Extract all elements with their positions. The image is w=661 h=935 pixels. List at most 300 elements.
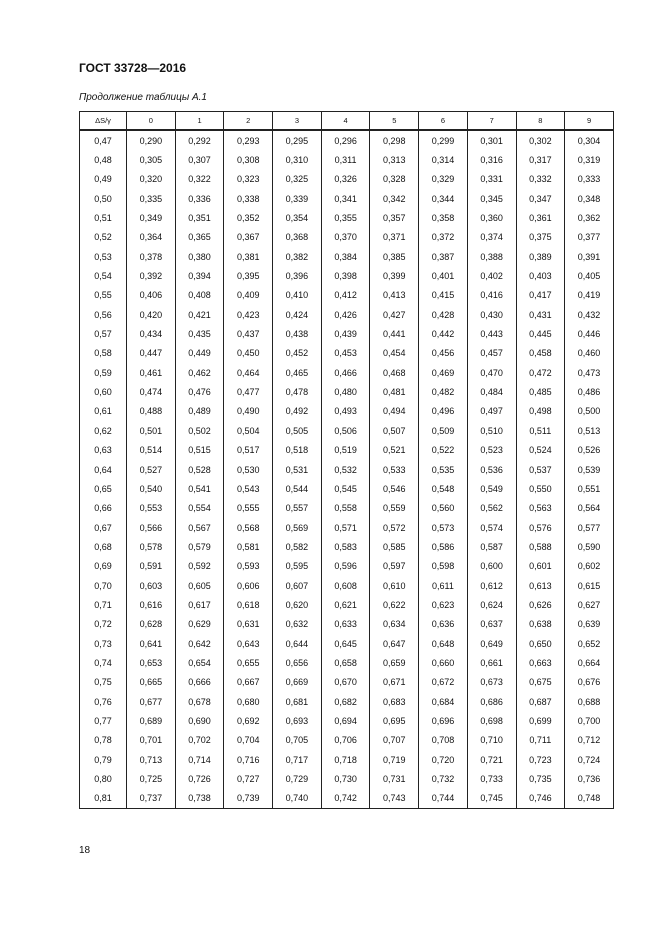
- table-cell: 0,349: [127, 208, 176, 227]
- table-row: [80, 576, 614, 595]
- page-number: 18: [79, 845, 91, 856]
- table-cell: 0,354: [273, 208, 322, 227]
- table-cell: 0,641: [127, 634, 176, 653]
- row-label-cell: 0,55: [80, 286, 127, 305]
- table-cell: 0,593: [224, 557, 273, 576]
- table-cell: 0,543: [224, 479, 273, 498]
- table-cell: 0,513: [565, 421, 614, 440]
- table-cell: 0,548: [419, 479, 468, 498]
- table-cell: 0,596: [321, 557, 370, 576]
- table-cell: 0,362: [565, 208, 614, 227]
- table-row: [80, 344, 614, 363]
- table-cell: 0,401: [419, 266, 468, 285]
- table-cell: 0,588: [516, 537, 565, 556]
- table-cell: 0,591: [127, 557, 176, 576]
- table-cell: 0,576: [516, 518, 565, 537]
- table-cell: 0,398: [321, 266, 370, 285]
- table-cell: 0,717: [273, 750, 322, 769]
- row-label-cell: 0,49: [80, 170, 127, 189]
- table-caption: Продолжение таблицы А.1: [79, 92, 207, 103]
- table-cell: 0,739: [224, 789, 273, 809]
- table-cell: 0,420: [127, 305, 176, 324]
- table-cell: 0,472: [516, 363, 565, 382]
- table-cell: 0,456: [419, 344, 468, 363]
- table-row: [80, 228, 614, 247]
- table-cell: 0,610: [370, 576, 419, 595]
- column-header-1: 1: [175, 112, 224, 131]
- table-cell: 0,506: [321, 421, 370, 440]
- table-row: [80, 615, 614, 634]
- table-cell: 0,447: [127, 344, 176, 363]
- table-cell: 0,464: [224, 363, 273, 382]
- table-row: [80, 363, 614, 382]
- table-cell: 0,574: [467, 518, 516, 537]
- table-cell: 0,481: [370, 382, 419, 401]
- table-cell: 0,686: [467, 692, 516, 711]
- table-cell: 0,583: [321, 537, 370, 556]
- table-cell: 0,498: [516, 402, 565, 421]
- table-cell: 0,494: [370, 402, 419, 421]
- table-cell: 0,681: [273, 692, 322, 711]
- table-row: [80, 634, 614, 653]
- table-cell: 0,522: [419, 441, 468, 460]
- row-label-cell: 0,69: [80, 557, 127, 576]
- table-cell: 0,578: [127, 537, 176, 556]
- table-cell: 0,405: [565, 266, 614, 285]
- table-cell: 0,299: [419, 130, 468, 150]
- column-header-6: 6: [419, 112, 468, 131]
- table-cell: 0,623: [419, 595, 468, 614]
- table-cell: 0,658: [321, 653, 370, 672]
- table-cell: 0,586: [419, 537, 468, 556]
- table-cell: 0,672: [419, 673, 468, 692]
- table-cell: 0,687: [516, 692, 565, 711]
- table-row: [80, 557, 614, 576]
- table-cell: 0,731: [370, 769, 419, 788]
- table-cell: 0,629: [175, 615, 224, 634]
- table-cell: 0,692: [224, 711, 273, 730]
- table-cell: 0,608: [321, 576, 370, 595]
- table-cell: 0,465: [273, 363, 322, 382]
- table-cell: 0,617: [175, 595, 224, 614]
- table-cell: 0,502: [175, 421, 224, 440]
- table-cell: 0,688: [565, 692, 614, 711]
- table-cell: 0,577: [565, 518, 614, 537]
- table-cell: 0,710: [467, 731, 516, 750]
- table-cell: 0,694: [321, 711, 370, 730]
- table-cell: 0,647: [370, 634, 419, 653]
- table-cell: 0,551: [565, 479, 614, 498]
- table-row: [80, 789, 614, 809]
- table-cell: 0,637: [467, 615, 516, 634]
- table-cell: 0,740: [273, 789, 322, 809]
- table-cell: 0,643: [224, 634, 273, 653]
- table-cell: 0,358: [419, 208, 468, 227]
- table-cell: 0,673: [467, 673, 516, 692]
- table-cell: 0,711: [516, 731, 565, 750]
- table-cell: 0,482: [419, 382, 468, 401]
- column-header-0: 0: [127, 112, 176, 131]
- table-cell: 0,290: [127, 130, 176, 150]
- row-label-cell: 0,68: [80, 537, 127, 556]
- table-cell: 0,388: [467, 247, 516, 266]
- table-cell: 0,458: [516, 344, 565, 363]
- table-cell: 0,488: [127, 402, 176, 421]
- table-cell: 0,523: [467, 441, 516, 460]
- table-cell: 0,560: [419, 499, 468, 518]
- row-label-cell: 0,64: [80, 460, 127, 479]
- table-cell: 0,708: [419, 731, 468, 750]
- table-header: [80, 112, 614, 131]
- table-cell: 0,395: [224, 266, 273, 285]
- table-cell: 0,680: [224, 692, 273, 711]
- table-row: [80, 286, 614, 305]
- table-cell: 0,721: [467, 750, 516, 769]
- table-row: [80, 750, 614, 769]
- table-cell: 0,622: [370, 595, 419, 614]
- table-cell: 0,403: [516, 266, 565, 285]
- table-cell: 0,460: [565, 344, 614, 363]
- table-cell: 0,391: [565, 247, 614, 266]
- table-cell: 0,645: [321, 634, 370, 653]
- table-cell: 0,505: [273, 421, 322, 440]
- table-cell: 0,712: [565, 731, 614, 750]
- table-cell: 0,737: [127, 789, 176, 809]
- table-cell: 0,546: [370, 479, 419, 498]
- table-cell: 0,732: [419, 769, 468, 788]
- table-cell: 0,468: [370, 363, 419, 382]
- table-cell: 0,698: [467, 711, 516, 730]
- table-row: [80, 460, 614, 479]
- table-cell: 0,342: [370, 189, 419, 208]
- table-row: [80, 266, 614, 285]
- table-cell: 0,716: [224, 750, 273, 769]
- table-cell: 0,671: [370, 673, 419, 692]
- table-cell: 0,331: [467, 170, 516, 189]
- table-cell: 0,723: [516, 750, 565, 769]
- table-cell: 0,485: [516, 382, 565, 401]
- table-cell: 0,533: [370, 460, 419, 479]
- table-cell: 0,474: [127, 382, 176, 401]
- table-cell: 0,307: [175, 150, 224, 169]
- table-cell: 0,421: [175, 305, 224, 324]
- table-cell: 0,677: [127, 692, 176, 711]
- table-cell: 0,437: [224, 324, 273, 343]
- table-cell: 0,743: [370, 789, 419, 809]
- table-cell: 0,558: [321, 499, 370, 518]
- table-cell: 0,415: [419, 286, 468, 305]
- table-cell: 0,535: [419, 460, 468, 479]
- table-cell: 0,620: [273, 595, 322, 614]
- table-cell: 0,544: [273, 479, 322, 498]
- row-label-cell: 0,76: [80, 692, 127, 711]
- table-cell: 0,351: [175, 208, 224, 227]
- document-header: ГОСТ 33728—2016: [79, 61, 187, 75]
- table-cell: 0,736: [565, 769, 614, 788]
- table-cell: 0,557: [273, 499, 322, 518]
- table-row: [80, 537, 614, 556]
- table-cell: 0,452: [273, 344, 322, 363]
- table-cell: 0,384: [321, 247, 370, 266]
- table-cell: 0,675: [516, 673, 565, 692]
- table-cell: 0,611: [419, 576, 468, 595]
- table-cell: 0,372: [419, 228, 468, 247]
- table-row: [80, 170, 614, 189]
- row-label-cell: 0,48: [80, 150, 127, 169]
- table-cell: 0,724: [565, 750, 614, 769]
- table-cell: 0,726: [175, 769, 224, 788]
- table-cell: 0,639: [565, 615, 614, 634]
- table-cell: 0,700: [565, 711, 614, 730]
- table-cell: 0,528: [175, 460, 224, 479]
- table-cell: 0,587: [467, 537, 516, 556]
- table-cell: 0,621: [321, 595, 370, 614]
- table-cell: 0,445: [516, 324, 565, 343]
- table-cell: 0,347: [516, 189, 565, 208]
- table-cell: 0,521: [370, 441, 419, 460]
- table-cell: 0,355: [321, 208, 370, 227]
- row-label-cell: 0,75: [80, 673, 127, 692]
- table-cell: 0,360: [467, 208, 516, 227]
- table-cell: 0,454: [370, 344, 419, 363]
- table-cell: 0,735: [516, 769, 565, 788]
- table-cell: 0,392: [127, 266, 176, 285]
- table-cell: 0,304: [565, 130, 614, 150]
- table-cell: 0,335: [127, 189, 176, 208]
- row-label-cell: 0,47: [80, 130, 127, 150]
- table-cell: 0,729: [273, 769, 322, 788]
- row-label-cell: 0,63: [80, 441, 127, 460]
- table-cell: 0,659: [370, 653, 419, 672]
- table-cell: 0,364: [127, 228, 176, 247]
- table-cell: 0,352: [224, 208, 273, 227]
- table-row: [80, 150, 614, 169]
- table-cell: 0,370: [321, 228, 370, 247]
- table-cell: 0,742: [321, 789, 370, 809]
- table-cell: 0,746: [516, 789, 565, 809]
- table-cell: 0,480: [321, 382, 370, 401]
- table-cell: 0,424: [273, 305, 322, 324]
- table-cell: 0,326: [321, 170, 370, 189]
- table-cell: 0,319: [565, 150, 614, 169]
- table-cell: 0,590: [565, 537, 614, 556]
- table-cell: 0,344: [419, 189, 468, 208]
- table-cell: 0,730: [321, 769, 370, 788]
- table-cell: 0,653: [127, 653, 176, 672]
- table-cell: 0,695: [370, 711, 419, 730]
- table-cell: 0,402: [467, 266, 516, 285]
- table-row: [80, 441, 614, 460]
- table-cell: 0,470: [467, 363, 516, 382]
- table-cell: 0,336: [175, 189, 224, 208]
- table-cell: 0,667: [224, 673, 273, 692]
- table-cell: 0,676: [565, 673, 614, 692]
- table-cell: 0,500: [565, 402, 614, 421]
- table-cell: 0,582: [273, 537, 322, 556]
- table-row: [80, 305, 614, 324]
- table-cell: 0,443: [467, 324, 516, 343]
- row-label-cell: 0,53: [80, 247, 127, 266]
- table-cell: 0,374: [467, 228, 516, 247]
- table-cell: 0,333: [565, 170, 614, 189]
- table-cell: 0,438: [273, 324, 322, 343]
- column-header-4: 4: [321, 112, 370, 131]
- row-label-cell: 0,51: [80, 208, 127, 227]
- table-cell: 0,707: [370, 731, 419, 750]
- table-cell: 0,601: [516, 557, 565, 576]
- table-cell: 0,466: [321, 363, 370, 382]
- table-cell: 0,592: [175, 557, 224, 576]
- table-row: [80, 769, 614, 788]
- table-cell: 0,738: [175, 789, 224, 809]
- table-cell: 0,367: [224, 228, 273, 247]
- table-row: [80, 673, 614, 692]
- table-cell: 0,375: [516, 228, 565, 247]
- table-cell: 0,501: [127, 421, 176, 440]
- table-cell: 0,484: [467, 382, 516, 401]
- table-cell: 0,434: [127, 324, 176, 343]
- table-cell: 0,655: [224, 653, 273, 672]
- column-header-ds-gamma: ΔS/γ: [80, 112, 127, 131]
- table-cell: 0,571: [321, 518, 370, 537]
- table-cell: 0,613: [516, 576, 565, 595]
- table-cell: 0,624: [467, 595, 516, 614]
- table-cell: 0,706: [321, 731, 370, 750]
- table-cell: 0,317: [516, 150, 565, 169]
- table-cell: 0,564: [565, 499, 614, 518]
- table-cell: 0,462: [175, 363, 224, 382]
- row-label-cell: 0,71: [80, 595, 127, 614]
- table-cell: 0,527: [127, 460, 176, 479]
- table-cell: 0,559: [370, 499, 419, 518]
- table-cell: 0,446: [565, 324, 614, 343]
- table-cell: 0,394: [175, 266, 224, 285]
- table-cell: 0,628: [127, 615, 176, 634]
- table-cell: 0,634: [370, 615, 419, 634]
- table-cell: 0,654: [175, 653, 224, 672]
- table-cell: 0,602: [565, 557, 614, 576]
- table-cell: 0,636: [419, 615, 468, 634]
- table-cell: 0,661: [467, 653, 516, 672]
- table-cell: 0,607: [273, 576, 322, 595]
- table-cell: 0,555: [224, 499, 273, 518]
- table-cell: 0,341: [321, 189, 370, 208]
- table-cell: 0,461: [127, 363, 176, 382]
- table-cell: 0,670: [321, 673, 370, 692]
- table-cell: 0,744: [419, 789, 468, 809]
- table-row: [80, 731, 614, 750]
- row-label-cell: 0,58: [80, 344, 127, 363]
- table-cell: 0,595: [273, 557, 322, 576]
- table-cell: 0,669: [273, 673, 322, 692]
- table-cell: 0,496: [419, 402, 468, 421]
- table-cell: 0,678: [175, 692, 224, 711]
- table-cell: 0,409: [224, 286, 273, 305]
- table-cell: 0,518: [273, 441, 322, 460]
- table-cell: 0,486: [565, 382, 614, 401]
- table-cell: 0,426: [321, 305, 370, 324]
- table-row: [80, 247, 614, 266]
- table-cell: 0,519: [321, 441, 370, 460]
- table-cell: 0,381: [224, 247, 273, 266]
- row-label-cell: 0,66: [80, 499, 127, 518]
- table-cell: 0,385: [370, 247, 419, 266]
- row-label-cell: 0,52: [80, 228, 127, 247]
- table-cell: 0,699: [516, 711, 565, 730]
- table-cell: 0,663: [516, 653, 565, 672]
- table-cell: 0,720: [419, 750, 468, 769]
- table-cell: 0,684: [419, 692, 468, 711]
- table-cell: 0,665: [127, 673, 176, 692]
- table-cell: 0,509: [419, 421, 468, 440]
- table-cell: 0,618: [224, 595, 273, 614]
- table-cell: 0,457: [467, 344, 516, 363]
- table-cell: 0,478: [273, 382, 322, 401]
- table-cell: 0,504: [224, 421, 273, 440]
- table-cell: 0,308: [224, 150, 273, 169]
- table-cell: 0,413: [370, 286, 419, 305]
- table-cell: 0,432: [565, 305, 614, 324]
- table-cell: 0,293: [224, 130, 273, 150]
- column-header-9: 9: [565, 112, 614, 131]
- table-cell: 0,345: [467, 189, 516, 208]
- row-label-cell: 0,72: [80, 615, 127, 634]
- table-cell: 0,301: [467, 130, 516, 150]
- table-cell: 0,567: [175, 518, 224, 537]
- table-cell: 0,328: [370, 170, 419, 189]
- row-label-cell: 0,57: [80, 324, 127, 343]
- table-cell: 0,664: [565, 653, 614, 672]
- table-cell: 0,314: [419, 150, 468, 169]
- table-cell: 0,338: [224, 189, 273, 208]
- table-cell: 0,549: [467, 479, 516, 498]
- table-cell: 0,419: [565, 286, 614, 305]
- table-row: [80, 189, 614, 208]
- table-cell: 0,627: [565, 595, 614, 614]
- table-cell: 0,733: [467, 769, 516, 788]
- table-cell: 0,389: [516, 247, 565, 266]
- table-cell: 0,476: [175, 382, 224, 401]
- row-label-cell: 0,50: [80, 189, 127, 208]
- column-header-2: 2: [224, 112, 273, 131]
- row-label-cell: 0,54: [80, 266, 127, 285]
- table-cell: 0,597: [370, 557, 419, 576]
- row-label-cell: 0,60: [80, 382, 127, 401]
- table-cell: 0,585: [370, 537, 419, 556]
- table-cell: 0,417: [516, 286, 565, 305]
- table-cell: 0,348: [565, 189, 614, 208]
- table-cell: 0,704: [224, 731, 273, 750]
- table-cell: 0,554: [175, 499, 224, 518]
- table-cell: 0,615: [565, 576, 614, 595]
- table-cell: 0,412: [321, 286, 370, 305]
- table-row: [80, 518, 614, 537]
- table-cell: 0,562: [467, 499, 516, 518]
- table-cell: 0,320: [127, 170, 176, 189]
- table-cell: 0,423: [224, 305, 273, 324]
- table-cell: 0,490: [224, 402, 273, 421]
- table-cell: 0,399: [370, 266, 419, 285]
- table-row: [80, 324, 614, 343]
- row-label-cell: 0,67: [80, 518, 127, 537]
- table-cell: 0,493: [321, 402, 370, 421]
- row-label-cell: 0,78: [80, 731, 127, 750]
- column-header-7: 7: [467, 112, 516, 131]
- table-cell: 0,550: [516, 479, 565, 498]
- table-cell: 0,497: [467, 402, 516, 421]
- table-cell: 0,690: [175, 711, 224, 730]
- table-cell: 0,530: [224, 460, 273, 479]
